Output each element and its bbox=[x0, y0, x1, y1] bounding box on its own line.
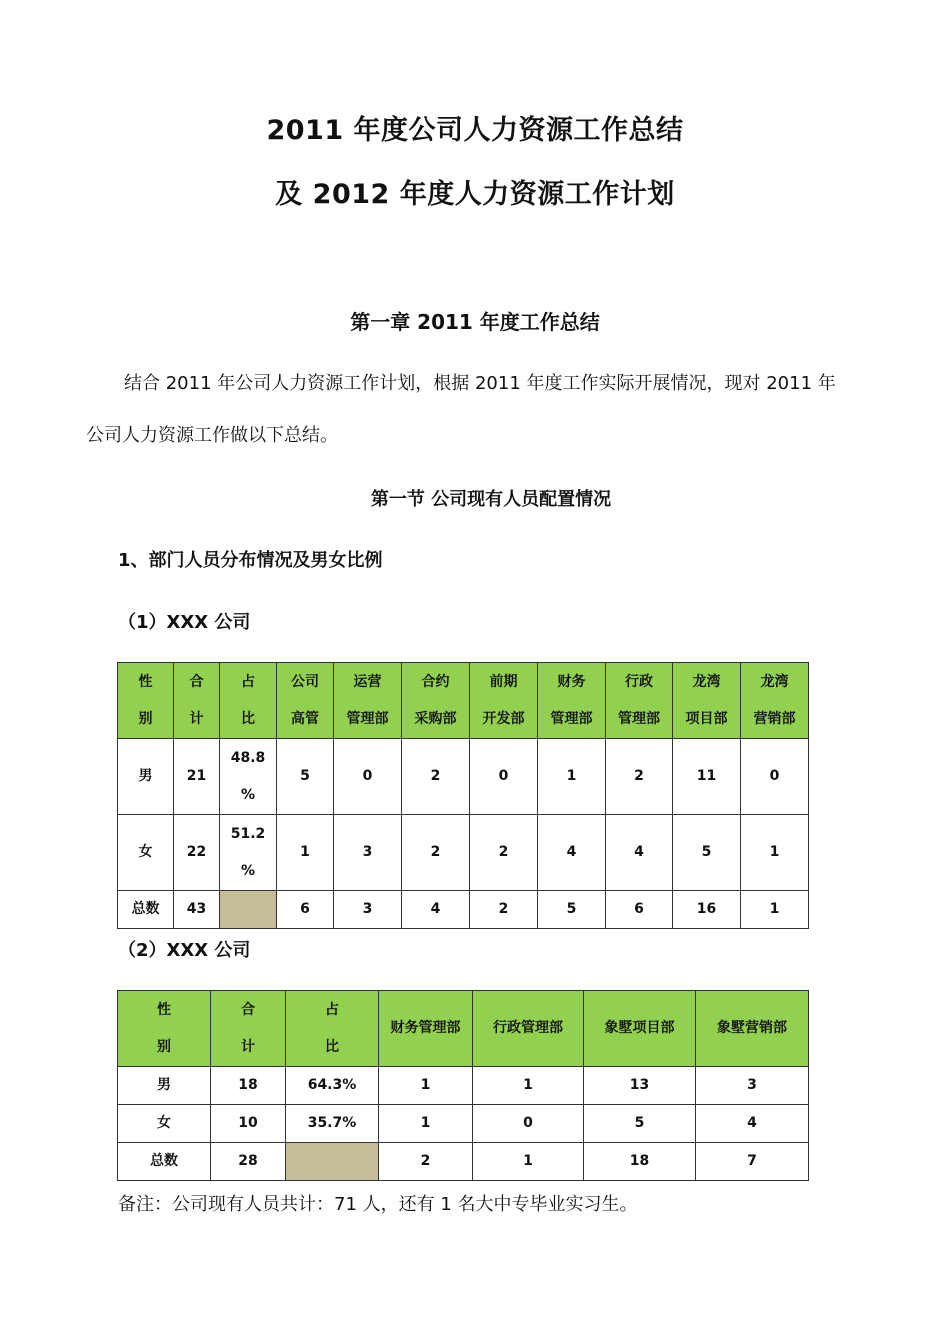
header-cell: 行政管理部 bbox=[473, 991, 584, 1067]
value-cell: 3 bbox=[334, 815, 402, 891]
value-cell: 1 bbox=[379, 1105, 473, 1143]
value-cell: 7 bbox=[696, 1143, 809, 1181]
value-cell: 1 bbox=[741, 815, 809, 891]
header-cell: 龙湾 项目部 bbox=[673, 663, 741, 739]
value-cell: 1 bbox=[473, 1143, 584, 1181]
value-cell: 16 bbox=[673, 891, 741, 929]
value-cell: 1 bbox=[379, 1067, 473, 1105]
value-cell: 2 bbox=[470, 891, 538, 929]
gender-cell: 女 bbox=[118, 815, 174, 891]
gender-cell: 男 bbox=[118, 739, 174, 815]
value-cell: 2 bbox=[379, 1143, 473, 1181]
header-cell: 象墅营销部 bbox=[696, 991, 809, 1067]
table-row bbox=[118, 815, 809, 891]
total-cell: 21 bbox=[174, 739, 220, 815]
total-cell: 10 bbox=[211, 1105, 286, 1143]
header-cell: 合 计 bbox=[211, 991, 286, 1067]
table-header-row bbox=[118, 991, 809, 1067]
value-cell: 5 bbox=[538, 891, 606, 929]
value-cell: 5 bbox=[673, 815, 741, 891]
ratio-cell: 35.7% bbox=[286, 1105, 379, 1143]
value-cell: 0 bbox=[741, 739, 809, 815]
staff-note: 备注：公司现有人员共计：71 人，还有 1 名大中专毕业实习生。 bbox=[118, 1194, 638, 1215]
header-cell: 财务管理部 bbox=[379, 991, 473, 1067]
section-title: 第一节 公司现有人员配置情况 bbox=[370, 489, 612, 510]
value-cell: 4 bbox=[402, 891, 470, 929]
header-cell: 占 比 bbox=[220, 663, 277, 739]
document-title-line-2: 及 2012 年度人力资源工作计划 bbox=[275, 179, 675, 210]
total-cell: 22 bbox=[174, 815, 220, 891]
value-cell: 4 bbox=[606, 815, 673, 891]
total-label-cell: 总数 bbox=[118, 1143, 211, 1181]
ratio-cell: 64.3% bbox=[286, 1067, 379, 1105]
value-cell: 3 bbox=[696, 1067, 809, 1105]
total-label-cell: 总数 bbox=[118, 891, 174, 929]
table-row bbox=[118, 739, 809, 815]
table-total-row bbox=[118, 1143, 809, 1181]
ratio-cell: 48.8 % bbox=[220, 739, 277, 815]
value-cell: 6 bbox=[606, 891, 673, 929]
value-cell: 2 bbox=[470, 815, 538, 891]
header-cell: 财务 管理部 bbox=[538, 663, 606, 739]
table-row bbox=[118, 1067, 809, 1105]
table-total-row bbox=[118, 891, 809, 929]
total-cell: 18 bbox=[211, 1067, 286, 1105]
table-header-row bbox=[118, 663, 809, 739]
header-cell: 合约 采购部 bbox=[402, 663, 470, 739]
company-2-table bbox=[117, 990, 809, 1181]
intro-line-1: 结合 2011 年公司人力资源工作计划，根据 2011 年度工作实际开展情况，现对 2011 年 bbox=[124, 373, 836, 394]
header-cell: 性 别 bbox=[118, 663, 174, 739]
chapter-title: 第一章 2011 年度工作总结 bbox=[350, 310, 600, 334]
gender-cell: 女 bbox=[118, 1105, 211, 1143]
header-cell: 性 别 bbox=[118, 991, 211, 1067]
value-cell: 1 bbox=[741, 891, 809, 929]
value-cell: 1 bbox=[277, 815, 334, 891]
value-cell: 0 bbox=[470, 739, 538, 815]
value-cell: 18 bbox=[584, 1143, 696, 1181]
header-cell: 运营 管理部 bbox=[334, 663, 402, 739]
value-cell: 2 bbox=[402, 739, 470, 815]
value-cell: 4 bbox=[538, 815, 606, 891]
company-1-label: （1）XXX 公司 bbox=[118, 612, 251, 633]
header-cell: 象墅项目部 bbox=[584, 991, 696, 1067]
company-2-label: （2）XXX 公司 bbox=[118, 940, 251, 961]
value-cell: 0 bbox=[334, 739, 402, 815]
header-cell: 前期 开发部 bbox=[470, 663, 538, 739]
total-cell: 28 bbox=[211, 1143, 286, 1181]
gender-cell: 男 bbox=[118, 1067, 211, 1105]
value-cell: 1 bbox=[473, 1067, 584, 1105]
value-cell: 11 bbox=[673, 739, 741, 815]
value-cell: 3 bbox=[334, 891, 402, 929]
header-cell: 公司 高管 bbox=[277, 663, 334, 739]
value-cell: 4 bbox=[696, 1105, 809, 1143]
empty-shaded-cell bbox=[286, 1143, 379, 1181]
header-cell: 行政 管理部 bbox=[606, 663, 673, 739]
value-cell: 6 bbox=[277, 891, 334, 929]
table-row bbox=[118, 1105, 809, 1143]
total-cell: 43 bbox=[174, 891, 220, 929]
value-cell: 0 bbox=[473, 1105, 584, 1143]
value-cell: 2 bbox=[402, 815, 470, 891]
value-cell: 13 bbox=[584, 1067, 696, 1105]
document-title-line-1: 2011 年度公司人力资源工作总结 bbox=[266, 115, 684, 146]
ratio-cell: 51.2 % bbox=[220, 815, 277, 891]
heading-department-distribution: 1、部门人员分布情况及男女比例 bbox=[118, 550, 383, 571]
header-cell: 合 计 bbox=[174, 663, 220, 739]
header-cell: 占 比 bbox=[286, 991, 379, 1067]
value-cell: 1 bbox=[538, 739, 606, 815]
empty-shaded-cell bbox=[220, 891, 277, 929]
intro-line-2: 公司人力资源工作做以下总结。 bbox=[86, 425, 338, 446]
value-cell: 2 bbox=[606, 739, 673, 815]
value-cell: 5 bbox=[584, 1105, 696, 1143]
header-cell: 龙湾 营销部 bbox=[741, 663, 809, 739]
company-1-table bbox=[117, 662, 809, 929]
value-cell: 5 bbox=[277, 739, 334, 815]
